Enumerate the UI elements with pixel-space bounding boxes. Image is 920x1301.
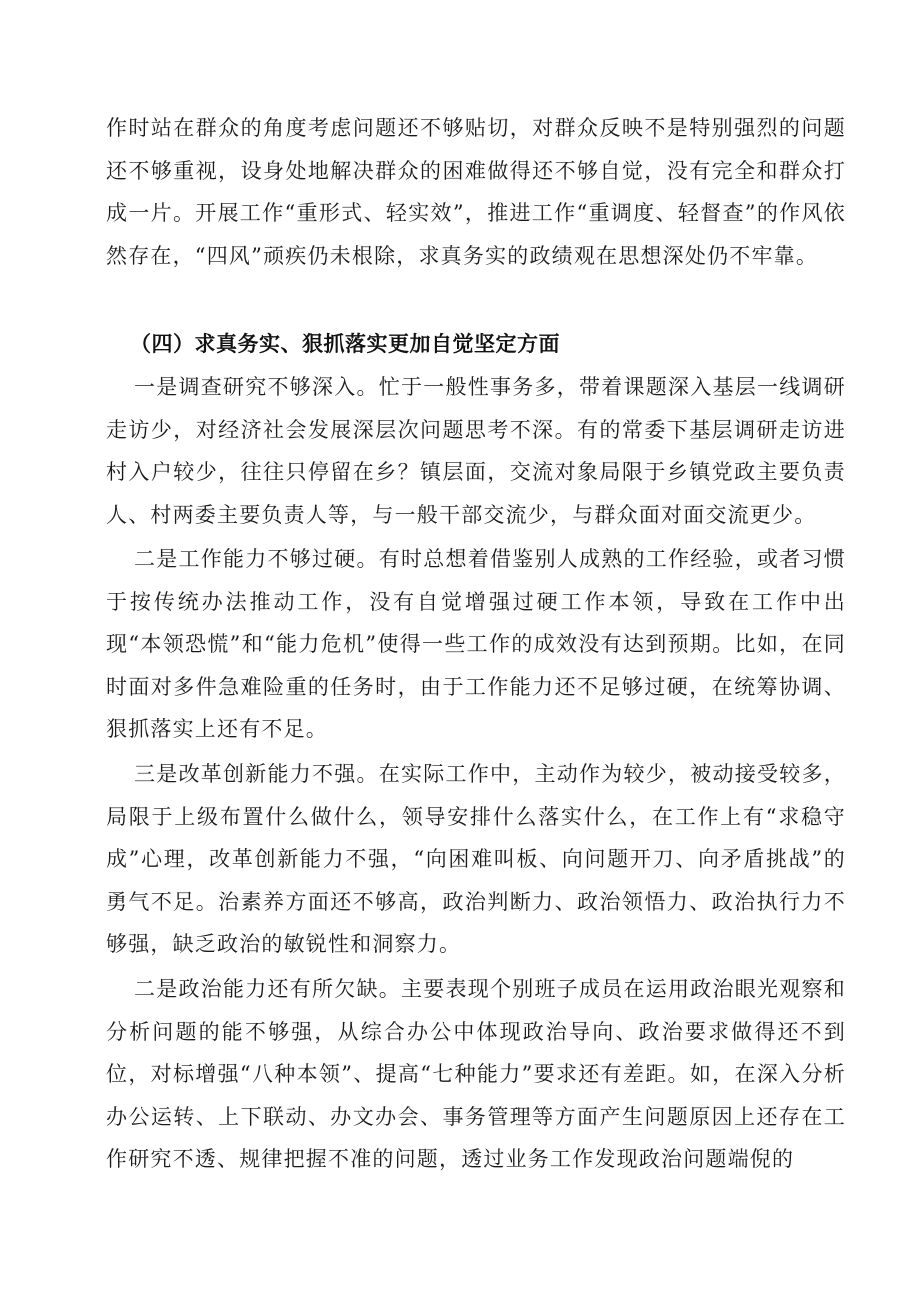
- paragraph-text: 作时站在群众的角度考虑问题还不够贴切，对群众反映不是特别强烈的问题还不够重视，设身处地解决群众的困难做得还不够自觉，没有完全和群众打成一片。开展工作“重形式、轻实效”，推进工作“重调度、轻督查”的作风依然存在，“四风”顽疾仍未根除，求真务实的政绩观在思想深处仍不牢靠。: [106, 116, 846, 268]
- paragraph-work-ability: [106, 538, 846, 751]
- section-heading: （四）求真务实、狠抓落实更加自觉坚定方面: [130, 332, 560, 356]
- paragraph-continuation: [106, 107, 846, 277]
- paragraph-political-ability: [106, 968, 846, 1181]
- paragraph-text: 二是工作能力不够过硬。有时总想着借鉴别人成熟的工作经验，或者习惯于按传统办法推动工作，没有自觉增强过硬工作本领，导致在工作中出现“本领恐慌”和“能力危机”使得一些工作的成效没有达到预期。比如，在同时面对多件急难险重的任务时，由于工作能力还不足够过硬，在统筹协调、狠抓落实上还有不足。: [106, 547, 846, 741]
- paragraph-reform-innovation: [106, 753, 846, 966]
- paragraph-text: 二是政治能力还有所欠缺。主要表现个别班子成员在运用政治眼光观察和分析问题的能不够强，从综合办公中体现政治导向、政治要求做得还不到位，对标增强“八种本领”、提高“七种能力”要求还有差距。如，在深入分析办公运转、上下联动、办文办会、事务管理等方面产生问题原因上还存在工作研究不透、规律把握不准的问题，透过业务工作发现政治问题端倪的: [106, 977, 846, 1171]
- paragraph-text: 三是改革创新能力不强。在实际工作中，主动作为较少，被动接受较多，局限于上级布置什么做什么，领导安排什么落实什么，在工作上有“求稳守成”心理，改革创新能力不强，“向困难叫板、向问题开刀、向矛盾挑战”的勇气不足。治素养方面还不够高，政治判断力、政治领悟力、政治执行力不够强，缺乏政治的敏锐性和洞察力。: [106, 762, 846, 956]
- paragraph-investigation: [106, 366, 846, 536]
- section-heading-block: [106, 323, 846, 366]
- paragraph-text: 一是调查研究不够深入。忙于一般性事务多，带着课题深入基层一线调研走访少，对经济社会发展深层次问题思考不深。有的常委下基层调研走访进村入户较少，往往只停留在乡？镇层面，交流对象局限于乡镇党政主要负责人、村两委主要负责人等，与一般干部交流少，与群众面对面交流更少。: [106, 375, 846, 527]
